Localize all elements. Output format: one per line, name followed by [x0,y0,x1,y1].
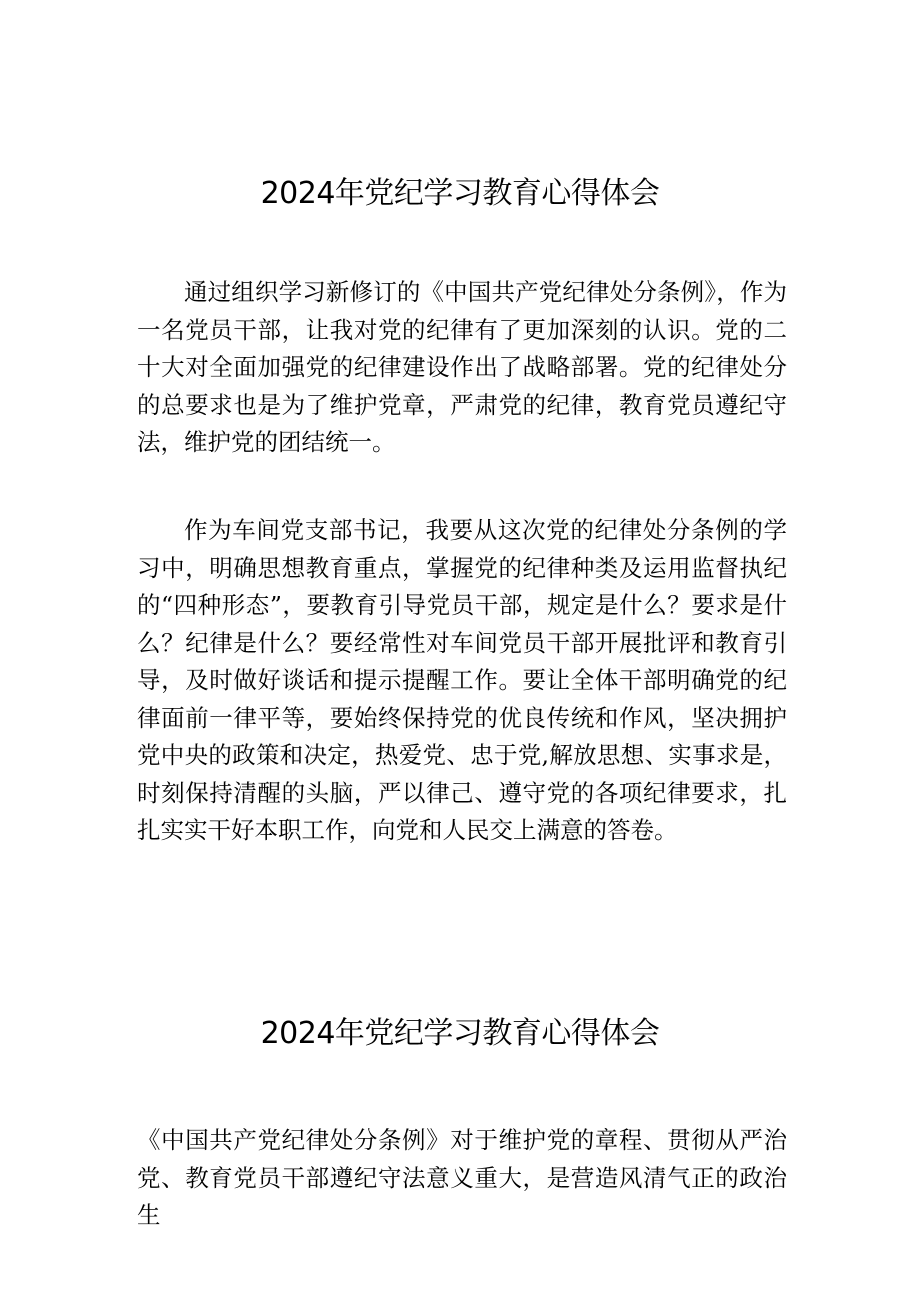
article-2-paragraph-1: 《中国共产党纪律处分条例》对于维护党的章程、贯彻从严治党、教育党员干部遵纪守法意义重大，是营造风清气正的政治生 [137,1126,787,1229]
article-1-paragraph-1: 通过组织学习新修订的《中国共产党纪律处分条例》，作为一名党员干部，让我对党的纪律有了更加深刻的认识。党的二十大对全面加强党的纪律建设作出了战略部署。党的纪律处分的总要求也是为了维护党章，严肃党的纪律，教育党员遵纪守法，维护党的团结统一。 [137,278,787,456]
article-1-paragraph-2: 作为车间党支部书记，我要从这次党的纪律处分条例的学习中，明确思想教育重点，掌握党的纪律种类及运用监督执纪的“四种形态”，要教育引导党员干部，规定是什么？要求是什么？纪律是什么？要经常性对车间党员干部开展批评和教育引导，及时做好谈话和提示提醒工作。要让全体干部明确党的纪律面前一律平等，要始终保持党的优良传统和作风，坚决拥护党中央的政策和决定，热爱党、忠于党,解放思想、实事求是，时刻保持清醒的头脑，严以律己、遵守党的各项纪律要求，扎扎实实干好本职工作，向党和人民交上满意的答卷。 [137,516,787,844]
article-2-title: 2024年党纪学习教育心得体会 [260,1016,660,1051]
article-1-title: 2024年党纪学习教育心得体会 [260,176,660,211]
